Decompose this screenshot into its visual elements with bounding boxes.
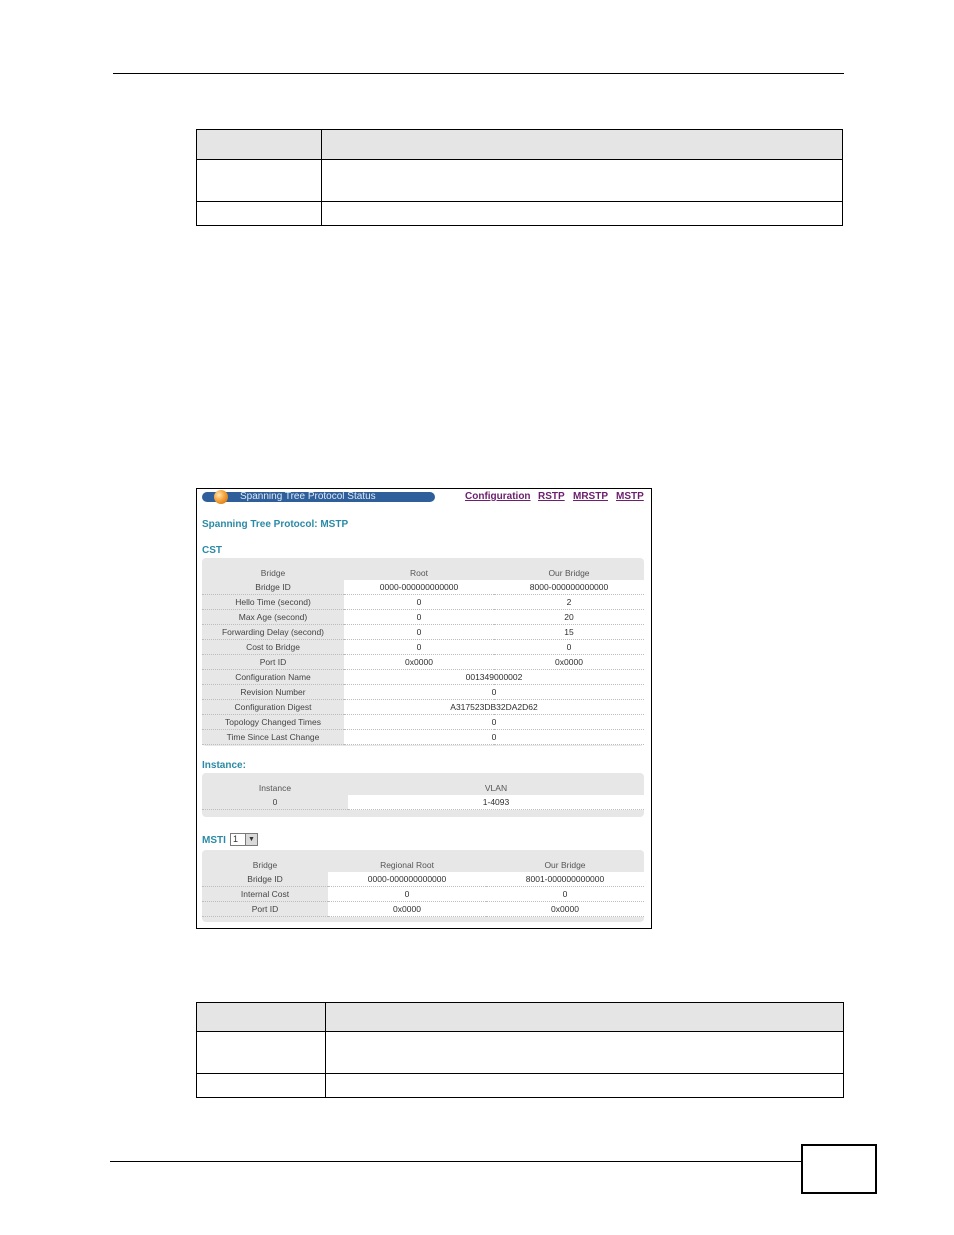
table-header-cell bbox=[322, 130, 843, 160]
column-header: Our Bridge bbox=[544, 860, 586, 870]
table-row bbox=[202, 610, 644, 625]
orb-icon bbox=[214, 490, 228, 504]
title-bar bbox=[202, 492, 435, 502]
cst-panel bbox=[202, 558, 644, 746]
footer-rule bbox=[110, 1161, 801, 1162]
regional-root-value: 0x0000 bbox=[328, 902, 486, 917]
table-header-row bbox=[197, 1003, 844, 1032]
column-header: Our Bridge bbox=[548, 568, 590, 578]
table-row bbox=[197, 160, 843, 202]
stp-status-screen bbox=[196, 488, 652, 929]
cst-heading: CST bbox=[202, 545, 222, 556]
column-header: Bridge bbox=[252, 860, 278, 870]
table-row bbox=[202, 640, 644, 655]
instance-table bbox=[202, 781, 644, 810]
table-row bbox=[202, 595, 644, 610]
instance-heading: Instance: bbox=[202, 760, 246, 771]
table-row bbox=[202, 902, 644, 917]
our-bridge-value: 15 bbox=[494, 625, 644, 640]
screen-title: Spanning Tree Protocol Status bbox=[240, 491, 376, 502]
msti-selected-value: 1 bbox=[233, 834, 239, 844]
table-row bbox=[202, 580, 644, 595]
msti-table bbox=[202, 858, 644, 917]
instance-panel bbox=[202, 773, 644, 817]
regional-root-value: 0 bbox=[328, 887, 486, 902]
cst-table bbox=[202, 566, 644, 745]
root-value: 0 bbox=[344, 625, 494, 640]
table-row bbox=[202, 625, 644, 640]
row-label: Topology Changed Times bbox=[202, 715, 344, 730]
our-bridge-value: 8000-000000000000 bbox=[494, 580, 644, 595]
root-value: 0 bbox=[344, 640, 494, 655]
table-row bbox=[202, 685, 644, 700]
row-label: Configuration Digest bbox=[202, 700, 344, 715]
our-bridge-value: 0x0000 bbox=[486, 902, 644, 917]
row-label: Internal Cost bbox=[202, 887, 328, 902]
root-value: 0 bbox=[344, 610, 494, 625]
msti-heading: MSTI bbox=[202, 835, 226, 846]
table-row bbox=[202, 887, 644, 902]
row-label: Bridge ID bbox=[202, 872, 328, 887]
top-label-table bbox=[196, 129, 843, 226]
header-rule bbox=[113, 73, 844, 74]
table-row bbox=[197, 1074, 844, 1098]
merged-value: 001349000002 bbox=[344, 670, 644, 685]
row-label: Configuration Name bbox=[202, 670, 344, 685]
instance-value: 0 bbox=[202, 795, 348, 810]
table-header-cell bbox=[197, 1003, 326, 1032]
row-label: Hello Time (second) bbox=[202, 595, 344, 610]
our-bridge-value: 8001-000000000000 bbox=[486, 872, 644, 887]
table-cell bbox=[322, 160, 843, 202]
our-bridge-value: 0 bbox=[494, 640, 644, 655]
column-header: Root bbox=[410, 568, 428, 578]
nav-mrstp-link[interactable]: MRSTP bbox=[573, 491, 608, 502]
table-cell bbox=[326, 1074, 844, 1098]
column-header: Instance bbox=[258, 783, 292, 793]
root-value: 0 bbox=[344, 595, 494, 610]
table-cell bbox=[326, 1032, 844, 1074]
msti-panel bbox=[202, 850, 644, 922]
table-header-cell bbox=[197, 130, 322, 160]
table-row bbox=[202, 670, 644, 685]
msti-header-row bbox=[202, 858, 644, 872]
msti-select[interactable] bbox=[230, 833, 258, 846]
vlan-value: 1-4093 bbox=[348, 795, 644, 810]
our-bridge-value: 0x0000 bbox=[494, 655, 644, 670]
row-label: Time Since Last Change bbox=[202, 730, 344, 745]
merged-value: 0 bbox=[344, 730, 644, 745]
cst-header-row bbox=[202, 566, 644, 580]
row-label: Port ID bbox=[202, 902, 328, 917]
instance-header-row bbox=[202, 781, 644, 795]
table-cell bbox=[197, 1074, 326, 1098]
bottom-label-table bbox=[196, 1002, 844, 1098]
column-header: Regional Root bbox=[380, 860, 434, 870]
nav-mstp-link[interactable]: MSTP bbox=[616, 491, 644, 502]
table-row bbox=[202, 795, 644, 810]
our-bridge-value: 2 bbox=[494, 595, 644, 610]
table-cell bbox=[197, 160, 322, 202]
regional-root-value: 0000-000000000000 bbox=[328, 872, 486, 887]
protocol-heading: Spanning Tree Protocol: MSTP bbox=[202, 519, 349, 530]
row-label: Max Age (second) bbox=[202, 610, 344, 625]
table-row bbox=[197, 1032, 844, 1074]
row-label: Revision Number bbox=[202, 685, 344, 700]
merged-value: 0 bbox=[344, 715, 644, 730]
row-label: Forwarding Delay (second) bbox=[202, 625, 344, 640]
chevron-down-icon[interactable]: ▼ bbox=[245, 834, 257, 845]
nav-rstp-link[interactable]: RSTP bbox=[538, 491, 565, 502]
table-header-row bbox=[197, 130, 843, 160]
table-row bbox=[197, 202, 843, 226]
our-bridge-value: 20 bbox=[494, 610, 644, 625]
table-row bbox=[202, 655, 644, 670]
root-value: 0000-000000000000 bbox=[344, 580, 494, 595]
merged-value: A317523DB32DA2D62 bbox=[344, 700, 644, 715]
table-cell bbox=[197, 1032, 326, 1074]
nav-configuration-link[interactable]: Configuration bbox=[465, 491, 531, 502]
row-label: Bridge ID bbox=[202, 580, 344, 595]
column-header: Bridge bbox=[260, 568, 286, 578]
table-row bbox=[202, 872, 644, 887]
table-row bbox=[202, 715, 644, 730]
row-label: Cost to Bridge bbox=[202, 640, 344, 655]
table-cell bbox=[322, 202, 843, 226]
row-label: Port ID bbox=[202, 655, 344, 670]
column-header: VLAN bbox=[484, 783, 508, 793]
table-row bbox=[202, 730, 644, 745]
merged-value: 0 bbox=[344, 685, 644, 700]
table-row bbox=[202, 700, 644, 715]
root-value: 0x0000 bbox=[344, 655, 494, 670]
table-header-cell bbox=[326, 1003, 844, 1032]
table-cell bbox=[197, 202, 322, 226]
our-bridge-value: 0 bbox=[486, 887, 644, 902]
page-number-box bbox=[801, 1144, 877, 1194]
